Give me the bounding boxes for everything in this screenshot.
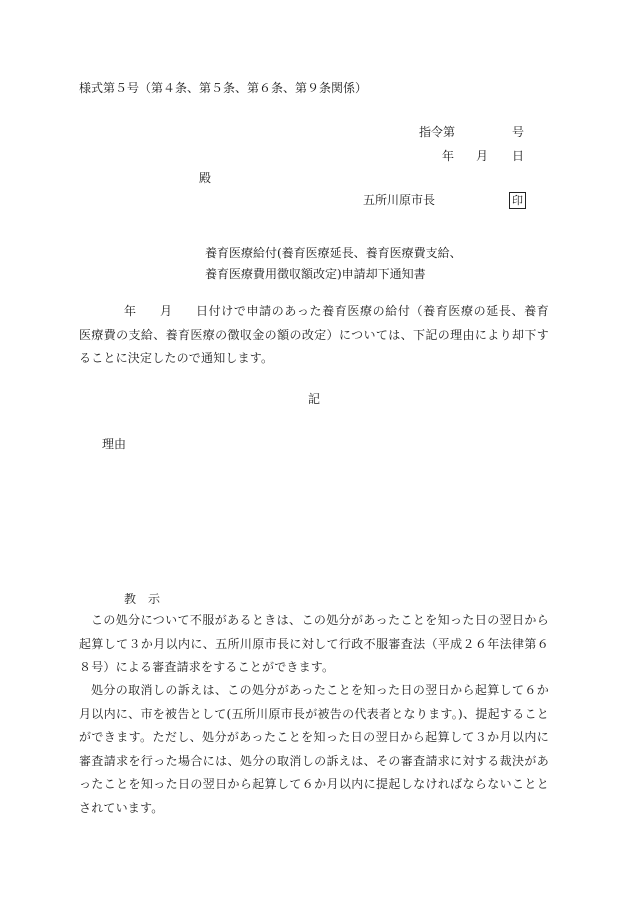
document-title-line1: 養育医療給付(養育医療延長、養育医療費支給、 bbox=[205, 246, 462, 260]
reference-prefix: 指令第 bbox=[419, 125, 456, 139]
date-day: 日 bbox=[512, 149, 525, 163]
date-year: 年 bbox=[442, 149, 455, 163]
intro-month: 月 bbox=[160, 304, 173, 318]
date-month: 月 bbox=[476, 149, 489, 163]
ki-heading: 記 bbox=[308, 392, 321, 406]
document-title-line2: 養育医療費用徴収額改定)申請却下通知書 bbox=[205, 267, 426, 281]
instructions-paragraph-1: この処分について不服があるときは、この処分があったことを知った日の翌日から起算して３か月以内に、五所川原市長に対して行政不服審査法（平成２６年法律第６８号）による審査請求をすることができます。 bbox=[79, 613, 549, 674]
instructions-paragraph-2: 処分の取消しの訴えは、この処分があったことを知った日の翌日から起算して６か月以内に、市を被告として(五所川原市長が被告の代表者となります。)、提起することができます。ただし、処分があったことを知った日の翌日から起算して３か月以内に審査請求を行った場合には、処分の取消しの訴えは、その審査請求に対する裁決があったことを知った日の翌日から起算して６か月以内に提起しなければならないこととされています。 bbox=[79, 683, 549, 815]
reason-label: 理由 bbox=[102, 437, 127, 451]
intro-year: 年 bbox=[124, 304, 137, 318]
intro-paragraph: 日付けで申請のあった養育医療の給付（養育医療の延長、養育医療費の支給、養育医療の徴収金の額の改定）については、下記の理由により却下することに決定したので通知します。 bbox=[79, 304, 549, 365]
seal-mark: 印 bbox=[509, 192, 526, 209]
reference-suffix: 号 bbox=[512, 125, 525, 139]
instructions-heading: 教 示 bbox=[124, 592, 161, 606]
addressee-suffix: 殿 bbox=[199, 171, 212, 185]
form-label: 様式第５号（第４条、第５条、第６条、第９条関係） bbox=[79, 81, 368, 95]
issuer-name: 五所川原市長 bbox=[363, 193, 436, 207]
